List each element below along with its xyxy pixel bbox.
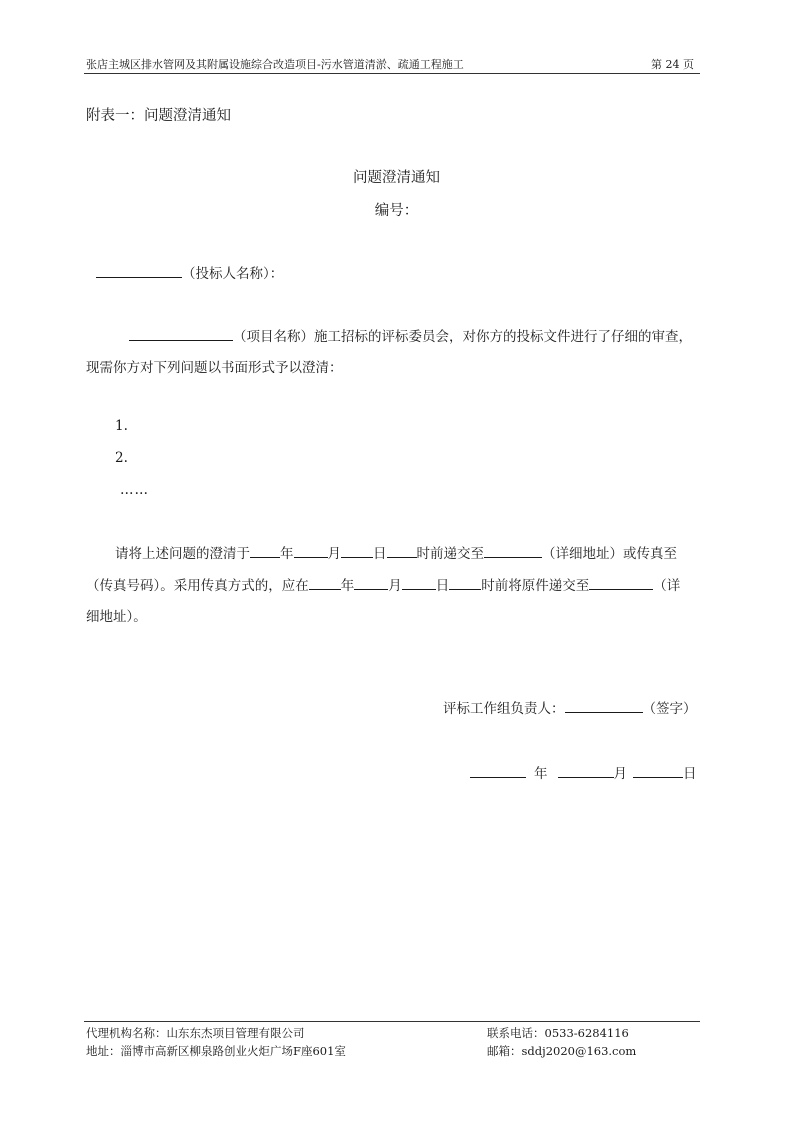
signature-date-line [470,762,697,782]
project-text-continued: 现需你方对下列问题以书面形式予以澄清： [86,360,343,376]
fax-day-label: 日 [435,578,450,594]
footer-address: 地址：淄博市高新区柳泉路创业火炬广场F座601室 [86,1044,346,1058]
header-project-title: 张店主城区排水管网及其附属设施综合改造项目-污水管道清淤、疏通工程施工 [86,58,464,71]
year-blank[interactable] [250,545,280,558]
sign-day-label: 日 [683,766,697,782]
signature-blank[interactable] [565,700,643,713]
footer-divider [84,1021,700,1022]
fax-month-label: 月 [388,578,402,594]
fax-prefix: （传真号码）。采用传真方式的，应在 [86,578,309,594]
sign-month-label: 月 [613,766,627,782]
project-text: （项目名称）施工招标的评标委员会，对你方的投标文件进行了仔细的审查， [233,329,692,345]
fax-day-blank[interactable] [402,577,436,590]
fax-time-text: 时前将原件递交至 [481,578,590,594]
footer-phone: 联系电话：0533-6284116 [487,1026,629,1040]
project-line [129,325,692,345]
project-name-blank[interactable] [129,328,233,341]
month-label: 月 [327,546,341,562]
appendix-title: 附表一：问题澄清通知 [86,108,231,124]
request-time-text: 时前递交至 [416,546,484,562]
fax-suffix: （详 [653,578,681,594]
bidder-name-blank[interactable] [96,265,182,278]
month-blank[interactable] [294,545,328,558]
fax-month-blank[interactable] [354,577,388,590]
signature-suffix: （签字） [642,701,697,717]
fax-hour-blank[interactable] [449,577,481,590]
document-number-label: 编号： [374,203,419,219]
header-divider [84,73,700,74]
sign-year-label: 年 [534,766,548,782]
hour-blank[interactable] [387,545,417,558]
request-line-3: 细地址）。 [86,609,147,625]
bidder-suffix: （投标人名称）： [182,266,284,282]
address-blank[interactable] [484,545,542,558]
question-item-1: 1. [115,418,128,434]
request-line-1 [115,542,677,562]
signature-line [443,697,697,717]
original-address-blank[interactable] [589,577,653,590]
document-title: 问题澄清通知 [353,170,440,186]
footer-email: 邮箱：sddj2020@163.com [487,1044,637,1058]
day-blank[interactable] [341,545,373,558]
question-ellipsis: …… [120,482,149,498]
footer-agency: 代理机构名称：山东东杰项目管理有限公司 [86,1026,305,1040]
sign-day-blank[interactable] [633,765,683,778]
fax-year-blank[interactable] [309,577,341,590]
fax-year-label: 年 [340,578,355,594]
signature-label: 评标工作组负责人： [443,701,565,717]
sign-month-blank[interactable] [558,765,614,778]
sign-year-blank[interactable] [470,765,526,778]
header-page-number: 第 24 页 [651,58,694,71]
request-line-2 [86,574,680,594]
bidder-line [96,262,283,282]
day-label: 日 [373,546,387,562]
question-item-2: 2. [115,450,128,466]
request-suffix: （详细地址）或传真至 [542,546,677,562]
year-label: 年 [280,546,294,562]
request-prefix: 请将上述问题的澄清于 [115,546,250,562]
